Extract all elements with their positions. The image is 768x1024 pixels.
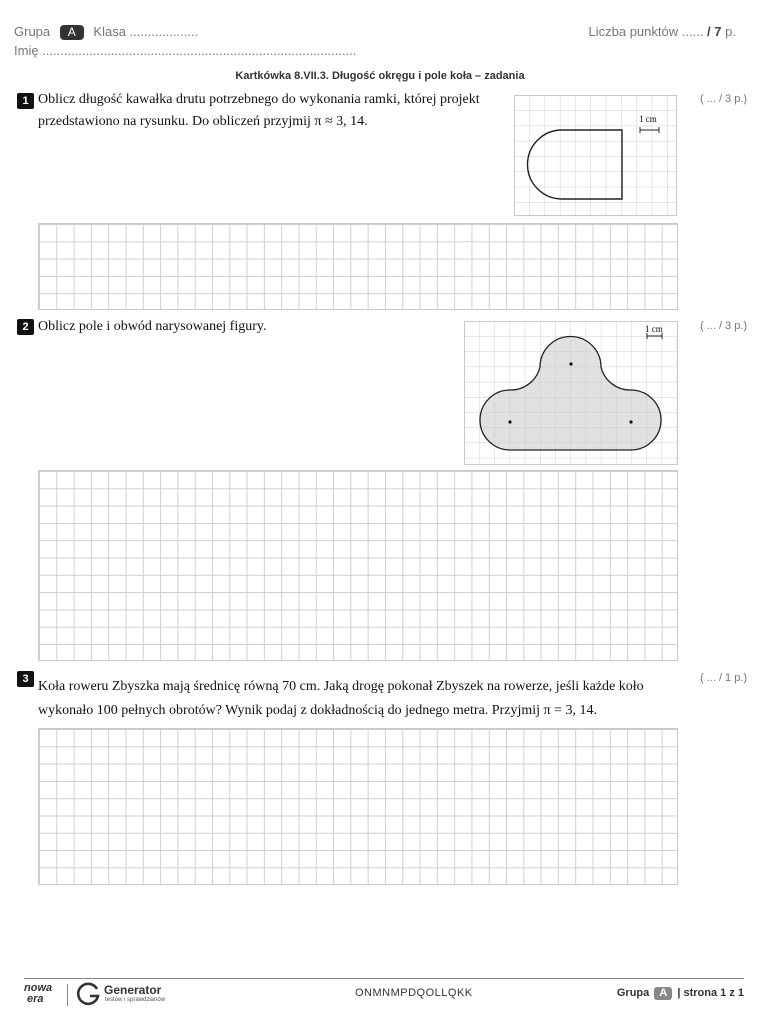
imie-field[interactable]: ....................................................................................... — [42, 43, 357, 58]
task-1-line2: przedstawiono na rysunku. Do obliczeń przyjmij π ≈ 3, 14. — [38, 114, 368, 129]
points-unit: p. — [725, 24, 736, 39]
footer-page-info — [617, 987, 744, 1000]
header-name-line — [14, 43, 356, 58]
answer-grid-3[interactable] — [38, 728, 678, 885]
task-3-points: ( ... / 1 p.) — [700, 672, 748, 684]
document-code: ONMNMPDQOLLQKK — [355, 987, 473, 999]
logo-nowa: nowa — [24, 982, 53, 994]
nowa-era-logo — [24, 983, 64, 1009]
klasa-field[interactable]: ................... — [129, 24, 199, 39]
page-title: Kartkówka 8.VII.3. Długość okręgu i pole koła – zadania — [235, 70, 525, 82]
footer-divider — [24, 978, 744, 979]
footer-grupa-label: Grupa — [616, 987, 650, 999]
task-1-text — [38, 89, 508, 133]
task-3-line2: wykonało 100 pełnych obrotów? Wynik podaj z dokładnością do jednego metra. Przyjmij π = 3, 14. — [38, 703, 597, 718]
task-3-line1: Koła roweru Zbyszka mają średnicę równą 70 cm. Jaką drogę pokonał Zbyszek na rowerze, jeśli każde koło — [38, 679, 644, 694]
task-number: 1 — [17, 93, 34, 109]
task-2-figure — [464, 321, 678, 465]
generator-logo-text: Generator — [104, 983, 162, 997]
answer-grid-2[interactable] — [38, 470, 678, 661]
points-slash: / — [707, 24, 711, 39]
task-3-text — [38, 675, 688, 723]
header-points — [589, 24, 737, 39]
task-number: 2 — [17, 319, 34, 335]
logo-era: era — [27, 993, 44, 1005]
imie-label: Imię — [14, 43, 39, 58]
task-2-figure-svg — [464, 321, 678, 465]
generator-g-icon — [77, 982, 101, 1006]
task-2-points: ( ... / 3 p.) — [700, 320, 748, 332]
task-2-line1: Oblicz pole i obwód narysowanej figury. — [38, 319, 267, 334]
grupa-label: Grupa — [14, 24, 51, 39]
task-number: 3 — [17, 671, 34, 687]
footer-grupa-badge: A — [654, 987, 672, 1000]
task-1-line1: Oblicz długość kawałka drutu potrzebnego do wykonania ramki, której projekt — [38, 92, 480, 107]
footer-page-text: | strona 1 z 1 — [677, 987, 744, 999]
header-group-line — [14, 24, 198, 40]
task-1-scale-label: 1 cm — [639, 114, 657, 124]
task-1-figure — [514, 95, 677, 216]
points-label: Liczba punktów — [588, 24, 679, 39]
logo-separator — [67, 984, 68, 1006]
task-2-scale-label: 1 cm — [645, 324, 663, 334]
generator-logo-subtext: testów i sprawdzianów — [105, 997, 166, 1003]
klasa-label: Klasa — [93, 24, 126, 39]
task-1-points: ( ... / 3 p.) — [700, 93, 748, 105]
answer-grid-1[interactable] — [38, 223, 678, 310]
grupa-badge: A — [60, 25, 84, 40]
points-total: 7 — [714, 24, 722, 39]
points-field[interactable]: ...... — [681, 24, 704, 39]
